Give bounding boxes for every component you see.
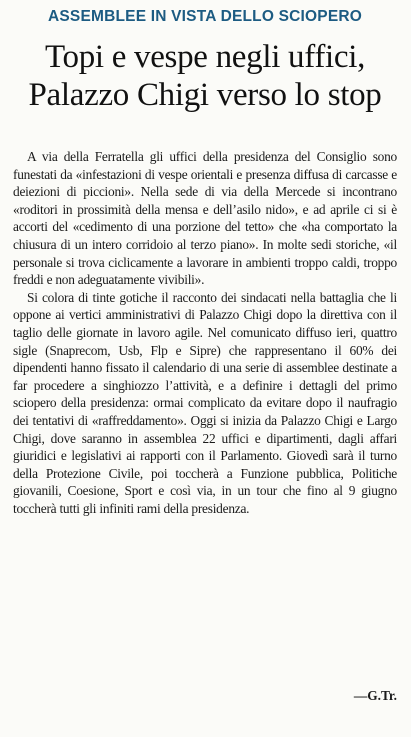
article-paragraph-2: Si colora di tinte gotiche il racconto dei sindacati nella battaglia che li oppone ai vertici amministrativi di Palazzo Chigi dopo la direttiva con il taglio delle giornate in lavoro agile. Nel comunicato diffuso ieri, quattro sigle (Snaprecom, Usb, Flp e Sipre) che rappresentano il 60% dei dipendenti hanno fissato il calendario di una serie di assemblee destinate a far procedere a singhiozzo l’attività, e a definire i dettagli del primo sciopero della presidenza: ormai complicato da evitare dopo il naufragio dei tentativi di «raffreddamento». Oggi si inizia da Palazzo Chigi e Largo Chigi, dove saranno in assemblea 22 uffici e dipartimenti, dagli affari giuridici e legislativi ai rapporti con il Parlamento. Giovedì sarà il turno della Protezione Civile, poi toccherà a Funzione pubblica, Politiche giovanili, Coesione, Sport e così via, in un tour che fino al 9 giugno toccherà tutti gli infiniti rami della presidenza. [13, 289, 397, 516]
headline-line-2: Palazzo Chigi verso lo stop [28, 77, 382, 113]
article-body [13, 148, 397, 517]
article-paragraph-1: A via della Ferratella gli uffici della presidenza del Consiglio sono funestati da «infestazioni di vespe orientali e presenza diffusa di carcasse e deiezioni di piccioni». Nella sede di via della Mercede si incontrano «roditori in prossimità della mensa e dell’asilo nido», e ad aprile ci si è accorti del «cedimento di una porzione del tetto» che «ha comportato la chiusura di un intero corridoio al terzo piano». In molte sedi storiche, «il personale si trova ciclicamente a lavorare in ambienti troppo caldi, troppo freddi e non adeguatamente vivibili». [13, 149, 397, 288]
author-signature: —G.Tr. [353, 688, 397, 703]
article-headline [13, 38, 397, 114]
headline-line-1: Topi e vespe negli uffici, [44, 39, 366, 75]
article-kicker: ASSEMBLEE IN VISTA DELLO SCIOPERO [47, 8, 363, 25]
